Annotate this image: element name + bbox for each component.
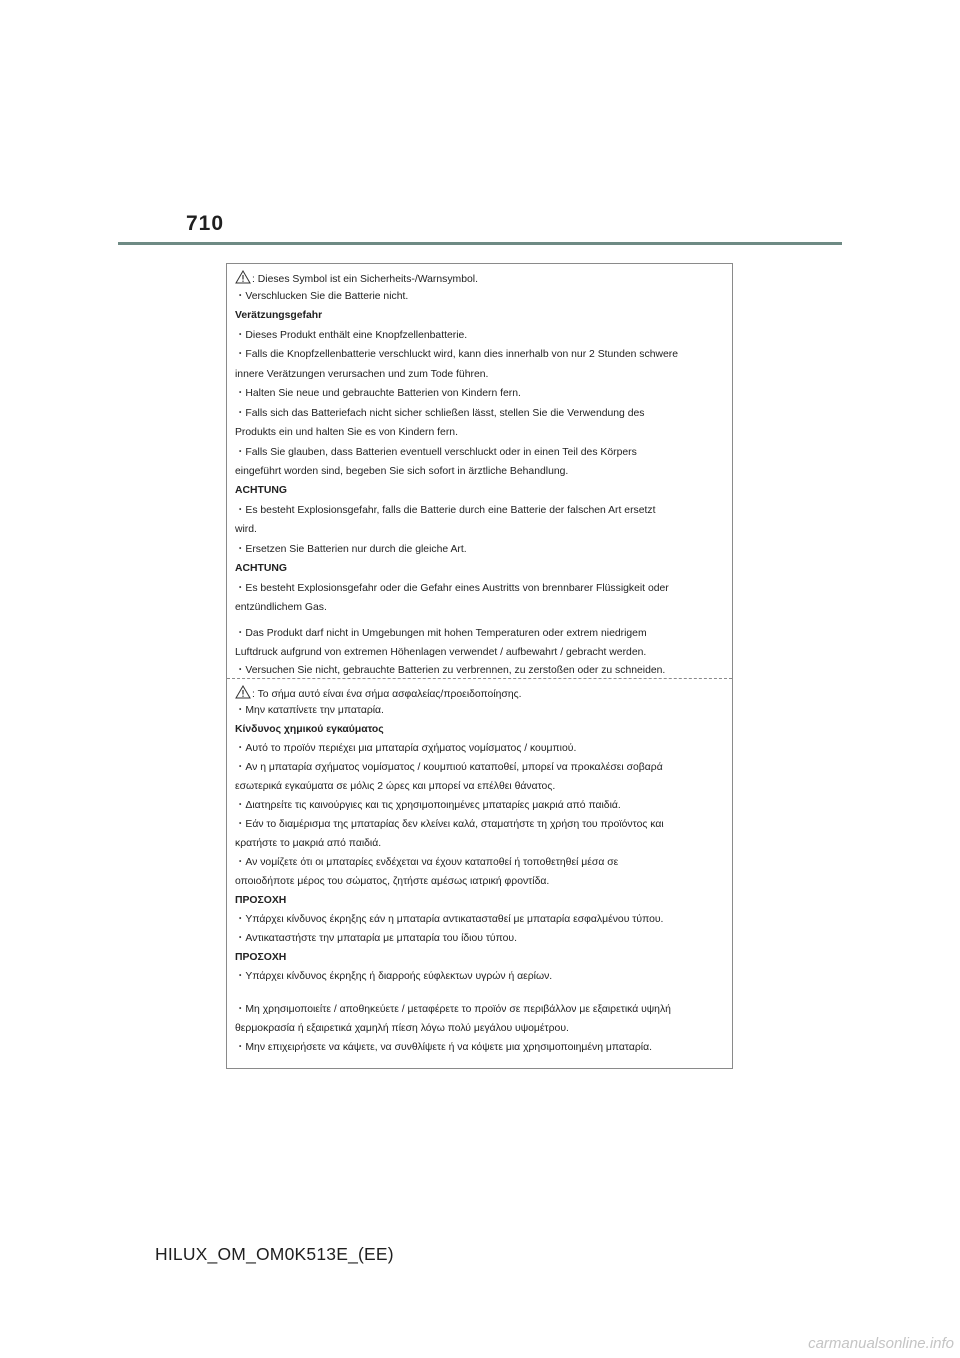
german-line: ・Es besteht Explosionsgefahr oder die Gefahr eines Austritts von brennbarer Flüssigkeit oder (235, 583, 669, 594)
battery-warning-box (226, 263, 733, 1069)
german-line: ・Falls sich das Batteriefach nicht sicher schließen lässt, stellen Sie die Verwendung des (235, 408, 645, 419)
german-line: innere Verätzungen verursachen und zum Tode führen. (235, 369, 489, 380)
greek-line: ・Αν η μπαταρία σχήματος νομίσματος / κουμπιού καταποθεί, μπορεί να προκαλέσει σοβαρά (235, 762, 663, 773)
greek-line: ・Μη χρησιμοποιείτε / αποθηκεύετε / μεταφέρετε το προϊόν σε περιβάλλον με εξαιρετικά υψηλή (235, 1004, 671, 1015)
greek-line: ・Υπάρχει κίνδυνος έκρηξης εάν η μπαταρία αντικατασταθεί με μπαταρία εσφαλμένου τύπου. (235, 914, 664, 925)
german-line: ・Ersetzen Sie Batterien nur durch die gleiche Art. (235, 544, 467, 555)
german-warning-section (227, 264, 732, 678)
german-line: wird. (235, 524, 257, 535)
greek-line: ・Αυτό το προϊόν περιέχει μια μπαταρία σχήματος νομίσματος / κουμπιού. (235, 743, 577, 754)
greek-line: θερμοκρασία ή εξαιρετικά χαμηλή πίεση λόγω πολύ μεγάλου υψομέτρου. (235, 1023, 569, 1034)
german-line: eingeführt worden sind, begeben Sie sich sofort in ärztliche Behandlung. (235, 466, 569, 477)
greek-line: ・Μην καταπίνετε την μπαταρία. (235, 705, 384, 716)
german-line: ・Dieses Produkt enthält eine Knopfzellenbatterie. (235, 330, 468, 341)
german-line: ・Falls Sie glauben, dass Batterien eventuell verschluckt oder in einen Teil des Körpers (235, 447, 637, 458)
greek-line: ・Υπάρχει κίνδυνος έκρηξης ή διαρροής εύφλεκτων υγρών ή αερίων. (235, 971, 553, 982)
greek-heading: ΠΡΟΣΟΧΗ (235, 952, 287, 963)
german-line: ・Verschlucken Sie die Batterie nicht. (235, 291, 409, 302)
german-line: ・Versuchen Sie nicht, gebrauchte Batterien zu verbrennen, zu zerstoßen oder zu schneiden. (235, 665, 666, 676)
greek-heading: ΠΡΟΣΟΧΗ (235, 895, 287, 906)
header-rule (118, 242, 842, 245)
greek-line: ・Αντικαταστήστε την μπαταρία με μπαταρία του ίδιου τύπου. (235, 933, 517, 944)
greek-warning-section (227, 678, 732, 1070)
greek-line: ・Αν νομίζετε ότι οι μπαταρίες ενδέχεται να έχουν καταποθεί ή τοποθετηθεί μέσα σε (235, 857, 619, 868)
greek-line: ・Εάν το διαμέρισμα της μπαταρίας δεν κλείνει καλά, σταματήστε τη χρήση του προϊόντος και (235, 819, 664, 830)
german-line: ・Es besteht Explosionsgefahr, falls die Batterie durch eine Batterie der falschen Art ersetzt (235, 505, 656, 516)
german-heading: ACHTUNG (235, 563, 287, 574)
german-line: ・Halten Sie neue und gebrauchte Batterien von Kindern fern. (235, 388, 521, 399)
warning-triangle-icon (235, 270, 251, 284)
greek-symbol-line: : Το σήμα αυτό είναι ένα σήμα ασφαλείας/προειδοποίησης. (235, 685, 522, 702)
german-line: Luftdruck aufgrund von extremen Höhenlagen verwendet / aufbewahrt / gebracht werden. (235, 647, 647, 658)
greek-line: οποιοδήποτε μέρος του σώματος, ζητήστε αμέσως ιατρική φροντίδα. (235, 876, 550, 887)
german-heading: Verätzungsgefahr (235, 310, 323, 321)
german-line: ・Falls die Knopfzellenbatterie verschluckt wird, kann dies innerhalb von nur 2 Stunden schwere (235, 349, 678, 360)
page-number: 710 (186, 212, 225, 235)
german-symbol-line: : Dieses Symbol ist ein Sicherheits-/Warnsymbol. (235, 270, 478, 287)
german-line: entzündlichem Gas. (235, 602, 327, 613)
german-heading: ACHTUNG (235, 485, 287, 496)
greek-heading: Κίνδυνος χημικού εγκαύματος (235, 724, 384, 735)
document-code: HILUX_OM_OM0K513E_(EE) (155, 1244, 394, 1264)
german-line: Produkts ein und halten Sie es von Kindern fern. (235, 427, 458, 438)
watermark-text: carmanualsonline.info (808, 1335, 954, 1352)
greek-line: εσωτερικά εγκαύματα σε μόλις 2 ώρες και μπορεί να επέλθει θάνατος. (235, 781, 556, 792)
greek-line: ・Διατηρείτε τις καινούργιες και τις χρησιμοποιημένες μπαταρίες μακριά από παιδιά. (235, 800, 621, 811)
greek-line: κρατήστε το μακριά από παιδιά. (235, 838, 382, 849)
greek-line: ・Μην επιχειρήσετε να κάψετε, να συνθλίψετε ή να κόψετε μια χρησιμοποιημένη μπαταρία. (235, 1042, 653, 1053)
warning-triangle-icon (235, 685, 251, 699)
german-line: ・Das Produkt darf nicht in Umgebungen mit hohen Temperaturen oder extrem niedrigem (235, 628, 647, 639)
